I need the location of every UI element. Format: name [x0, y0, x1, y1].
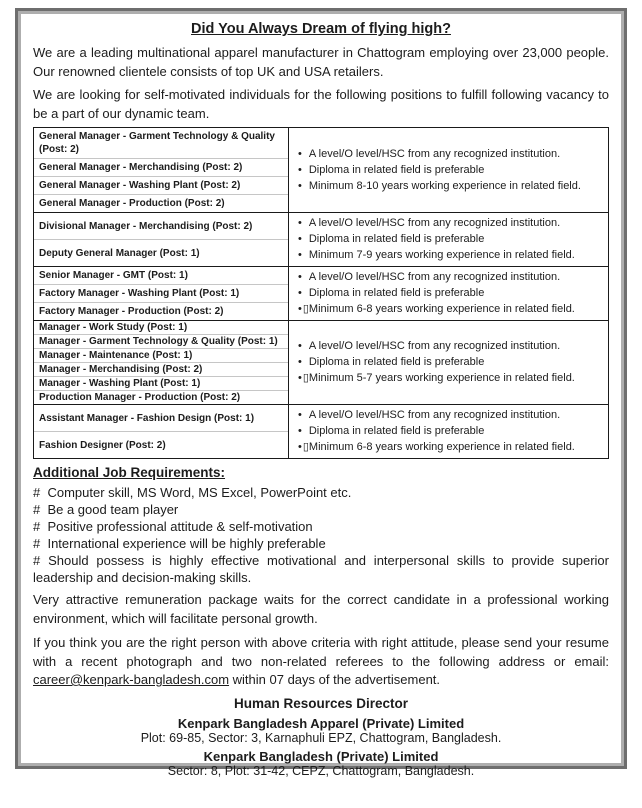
- positions-block: [34, 267, 608, 321]
- requirement-item: [298, 180, 602, 193]
- position-row: General Manager - Merchandising (Post: 2): [34, 159, 288, 177]
- requirement-text: Diploma in related field is preferable: [308, 356, 485, 368]
- email-link[interactable]: career@kenpark-bangladesh.com: [33, 672, 230, 687]
- positions-column: [34, 128, 289, 212]
- bullet-icon: •: [298, 163, 302, 176]
- page-content: [18, 11, 624, 778]
- company-block: [33, 750, 609, 778]
- requirement-text: A level/O level/HSC from any recognized institution.: [308, 409, 561, 421]
- requirement-list-item: # Be a good team player: [33, 502, 179, 517]
- position-row: General Manager - Garment Technology & Quality (Post: 2): [34, 128, 288, 159]
- position-row: Senior Manager - GMT (Post: 1): [34, 267, 288, 285]
- position-row: Assistant Manager - Fashion Design (Post: 1): [34, 405, 288, 432]
- requirement-text: A level/O level/HSC from any recognized institution.: [308, 147, 561, 160]
- position-row: Production Manager - Production (Post: 2): [39, 392, 241, 403]
- company-block: [33, 717, 609, 745]
- positions-column: [34, 321, 289, 404]
- positions-column: [34, 213, 289, 266]
- bullet-icon: •: [298, 303, 302, 315]
- requirement-item: [298, 287, 602, 300]
- requirement-text: A level/O level/HSC from any recognized institution.: [308, 271, 561, 283]
- requirement-text: A level/O level/HSC from any recognized institution.: [308, 340, 561, 352]
- position-row: Deputy General Manager (Post: 1): [39, 247, 200, 259]
- bullet-icon: •: [298, 233, 302, 245]
- application-paragraph: [33, 634, 609, 690]
- requirement-item: [298, 372, 602, 385]
- requirements-column: [289, 213, 608, 266]
- bullet-icon: •: [298, 425, 302, 437]
- requirements-column: [289, 128, 608, 212]
- position-row: Manager - Maintenance (Post: 1): [34, 349, 288, 363]
- requirement-list-item: # Computer skill, MS Word, MS Excel, PowerPoint etc.: [33, 485, 352, 500]
- requirements-column: [289, 405, 608, 458]
- application-text-after-email: within 07 days of the advertisement.: [229, 672, 441, 687]
- company-name: Kenpark Bangladesh Apparel (Private) Limited: [177, 715, 465, 731]
- signature-title: Human Resources Director: [233, 695, 409, 711]
- bullet-icon: •: [298, 271, 302, 283]
- positions-block: [34, 405, 608, 458]
- requirement-item: [298, 303, 602, 316]
- company-address: Plot: 69-85, Sector: 3, Karnaphuli EPZ, Chattogram, Bangladesh.: [140, 730, 502, 745]
- requirement-text: ▯Minimum 6-8 years working experience in related field.: [302, 441, 575, 453]
- bullet-icon: •: [298, 372, 302, 384]
- position-row: General Manager - Production (Post: 2): [39, 198, 225, 209]
- additional-requirements-list: [33, 484, 613, 586]
- bullet-icon: •: [298, 409, 302, 421]
- positions-block: [34, 128, 608, 213]
- requirement-text: Diploma in related field is preferable: [308, 425, 485, 437]
- positions-column: [34, 405, 289, 458]
- position-row: Fashion Designer (Post: 2): [39, 439, 166, 451]
- intro-paragraph-1: We are a leading multinational apparel manufacturer in Chattogram employing over 23,000 people. Our renowned clientele consists of top UK and USA retailers.: [33, 45, 609, 79]
- requirement-text: ▯Minimum 6-8 years working experience in related field.: [302, 303, 575, 315]
- position-row: Divisional Manager - Merchandising (Post: 2): [34, 213, 288, 240]
- requirement-text: ▯Minimum 5-7 years working experience in related field.: [302, 372, 575, 384]
- bullet-icon: •: [298, 249, 302, 261]
- position-row: Factory Manager - Production (Post: 2): [39, 306, 224, 317]
- position-row: Manager - Garment Technology & Quality (Post: 1): [34, 335, 288, 349]
- positions-block: [34, 321, 608, 405]
- requirements-column: [289, 321, 608, 404]
- requirement-item: [298, 356, 602, 369]
- position-row: General Manager - Washing Plant (Post: 2): [34, 177, 288, 195]
- page-title: Did You Always Dream of flying high?: [191, 21, 451, 37]
- company-address: Sector: 8, Plot: 31-42, CEPZ, Chattogram, Bangladesh.: [167, 763, 475, 778]
- requirements-column: [289, 267, 608, 320]
- requirement-text: Minimum 7-9 years working experience in related field.: [308, 249, 575, 261]
- requirement-item: [298, 271, 602, 284]
- requirement-list-item: # Positive professional attitude & self-motivation: [33, 519, 313, 534]
- bullet-icon: •: [298, 217, 302, 229]
- intro-paragraph-2: We are looking for self-motivated individuals for the following positions to fulfill following vacancy to be a part of our dynamic team.: [33, 87, 609, 121]
- position-row: Manager - Washing Plant (Post: 1): [34, 377, 288, 391]
- bullet-icon: •: [298, 179, 302, 192]
- requirement-item: [298, 409, 602, 422]
- positions-block: [34, 213, 608, 267]
- application-text-before-email: If you think you are the right person with above criteria with right attitude, please send your resume with a recent photograph and two non-related referees to the following address or email:: [33, 635, 609, 669]
- requirement-item: [298, 441, 602, 454]
- requirement-text: Diploma in related field is preferable: [308, 233, 485, 245]
- company-name: Kenpark Bangladesh (Private) Limited: [203, 748, 439, 764]
- requirement-list-item: # Should possess is highly effective motivational and interpersonal skills to provide superior leadership and decision-making skills.: [33, 553, 613, 585]
- requirement-item: [298, 425, 602, 438]
- requirement-item: [298, 249, 602, 262]
- bullet-icon: •: [298, 147, 302, 160]
- requirement-text: A level/O level/HSC from any recognized institution.: [308, 217, 561, 229]
- position-row: Manager - Work Study (Post: 1): [34, 321, 288, 335]
- requirement-text: Minimum 8-10 years working experience in related field.: [308, 179, 581, 192]
- requirement-item: [298, 148, 602, 161]
- bullet-icon: •: [298, 441, 302, 453]
- bullet-icon: •: [298, 340, 302, 352]
- requirement-item: [298, 164, 602, 177]
- position-row: Manager - Merchandising (Post: 2): [34, 363, 288, 377]
- position-row: Factory Manager - Washing Plant (Post: 1): [34, 285, 288, 303]
- bullet-icon: •: [298, 287, 302, 299]
- remuneration-paragraph: Very attractive remuneration package waits for the correct candidate in a professional working environment, which will facilitate personal growth.: [33, 592, 609, 626]
- requirement-list-item: # International experience will be highly preferable: [33, 536, 326, 551]
- requirement-item: [298, 340, 602, 353]
- additional-requirements-heading: Additional Job Requirements:: [33, 465, 226, 480]
- bullet-icon: •: [298, 356, 302, 368]
- requirement-text: Diploma in related field is preferable: [308, 163, 485, 176]
- advertisement-page: [15, 8, 627, 778]
- positions-table: [33, 127, 609, 459]
- requirement-item: [298, 233, 602, 246]
- requirement-item: [298, 217, 602, 230]
- requirement-text: Diploma in related field is preferable: [308, 287, 485, 299]
- positions-column: [34, 267, 289, 320]
